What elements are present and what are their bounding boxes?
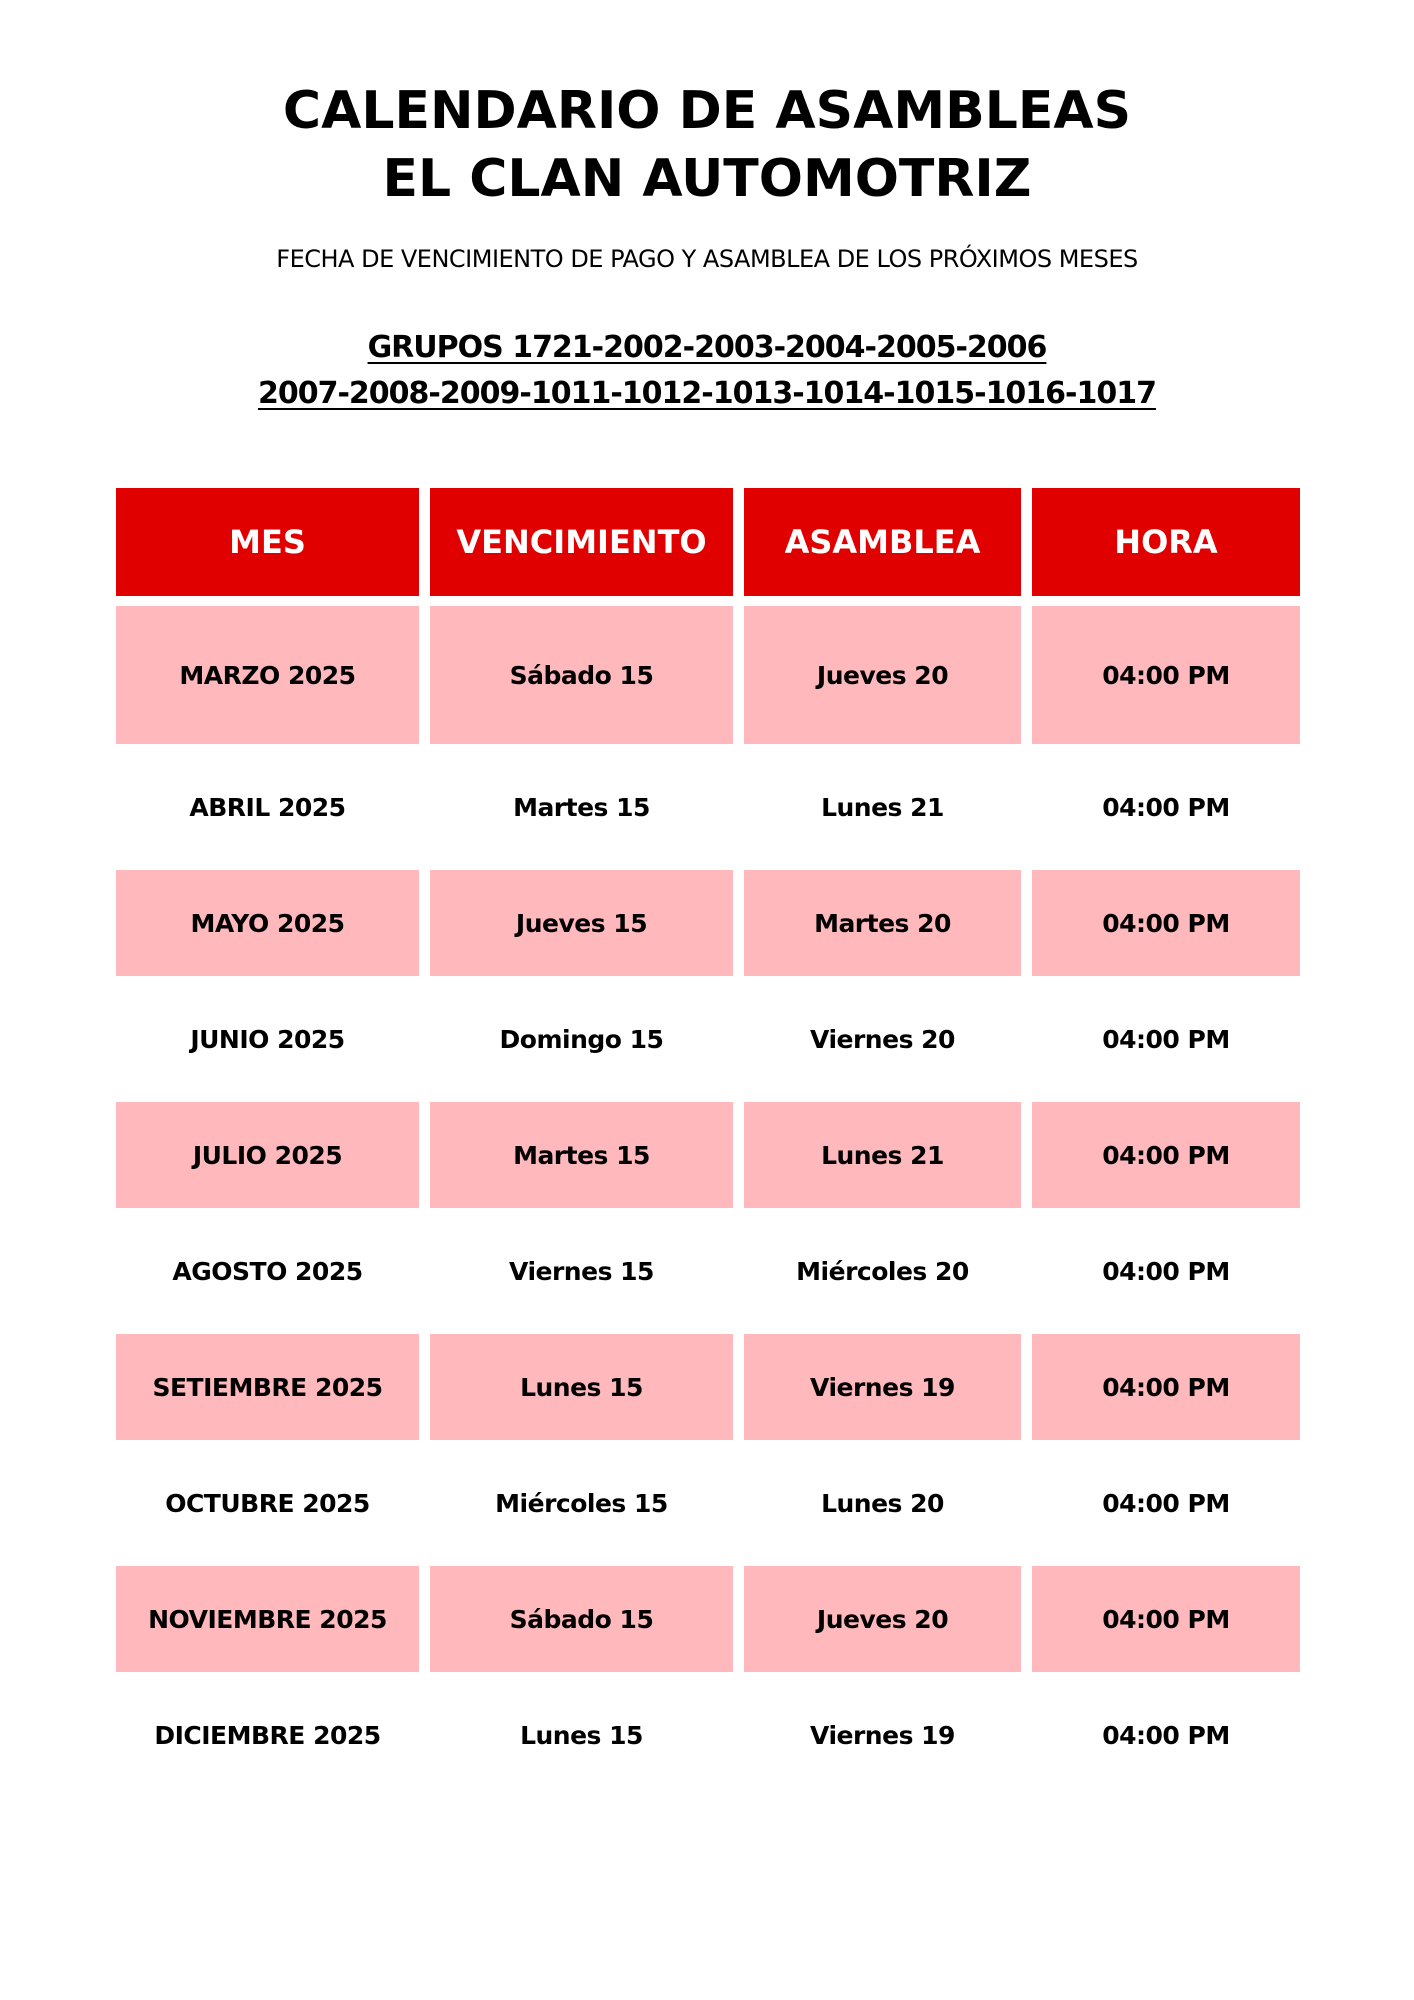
table-row <box>116 870 1300 976</box>
cell-vencimiento: Sábado 15 <box>430 1566 733 1672</box>
cell-hora: 04:00 PM <box>1032 754 1300 860</box>
cell-mes: DICIEMBRE 2025 <box>116 1682 419 1788</box>
cell-vencimiento: Viernes 15 <box>430 1218 733 1324</box>
table-header-row <box>116 488 1300 596</box>
table-row <box>116 1450 1300 1556</box>
header-hora: HORA <box>1032 488 1300 596</box>
table-row <box>116 1682 1300 1788</box>
table-row <box>116 1566 1300 1672</box>
cell-mes: MAYO 2025 <box>116 870 419 976</box>
cell-asamblea: Martes 20 <box>744 870 1021 976</box>
cell-hora: 04:00 PM <box>1032 1450 1300 1556</box>
header-asamblea: ASAMBLEA <box>744 488 1021 596</box>
cell-mes: AGOSTO 2025 <box>116 1218 419 1324</box>
cell-mes: JUNIO 2025 <box>116 986 419 1092</box>
cell-hora: 04:00 PM <box>1032 1102 1300 1208</box>
groups-line-1: GRUPOS 1721-2002-2003-2004-2005-2006 <box>367 330 1047 365</box>
cell-mes: NOVIEMBRE 2025 <box>116 1566 419 1672</box>
table-row <box>116 986 1300 1092</box>
table-row <box>116 1102 1300 1208</box>
cell-hora: 04:00 PM <box>1032 1566 1300 1672</box>
cell-hora: 04:00 PM <box>1032 986 1300 1092</box>
document-subtitle: FECHA DE VENCIMIENTO DE PAGO Y ASAMBLEA DE LOS PRÓXIMOS MESES <box>276 245 1138 273</box>
table-row <box>116 606 1300 744</box>
cell-asamblea: Lunes 21 <box>744 1102 1021 1208</box>
cell-asamblea: Jueves 20 <box>744 606 1021 744</box>
cell-hora: 04:00 PM <box>1032 1682 1300 1788</box>
cell-hora: 04:00 PM <box>1032 606 1300 744</box>
cell-asamblea: Miércoles 20 <box>744 1218 1021 1324</box>
cell-hora: 04:00 PM <box>1032 870 1300 976</box>
cell-vencimiento: Martes 15 <box>430 1102 733 1208</box>
cell-hora: 04:00 PM <box>1032 1218 1300 1324</box>
table-row <box>116 754 1300 860</box>
header-mes: MES <box>116 488 419 596</box>
cell-mes: JULIO 2025 <box>116 1102 419 1208</box>
cell-asamblea: Viernes 20 <box>744 986 1021 1092</box>
cell-hora: 04:00 PM <box>1032 1334 1300 1440</box>
header-vencimiento: VENCIMIENTO <box>430 488 733 596</box>
cell-vencimiento: Jueves 15 <box>430 870 733 976</box>
cell-asamblea: Jueves 20 <box>744 1566 1021 1672</box>
table-row <box>116 1334 1300 1440</box>
cell-asamblea: Viernes 19 <box>744 1334 1021 1440</box>
cell-mes: OCTUBRE 2025 <box>116 1450 419 1556</box>
cell-mes: MARZO 2025 <box>116 606 419 744</box>
cell-vencimiento: Domingo 15 <box>430 986 733 1092</box>
schedule-table <box>116 488 1300 1798</box>
cell-vencimiento: Martes 15 <box>430 754 733 860</box>
table-row <box>116 1218 1300 1324</box>
cell-mes: SETIEMBRE 2025 <box>116 1334 419 1440</box>
cell-vencimiento: Lunes 15 <box>430 1334 733 1440</box>
cell-asamblea: Lunes 20 <box>744 1450 1021 1556</box>
cell-vencimiento: Lunes 15 <box>430 1682 733 1788</box>
cell-asamblea: Viernes 19 <box>744 1682 1021 1788</box>
cell-mes: ABRIL 2025 <box>116 754 419 860</box>
cell-vencimiento: Sábado 15 <box>430 606 733 744</box>
document-title-line-2: EL CLAN AUTOMOTRIZ <box>382 149 1032 209</box>
cell-asamblea: Lunes 21 <box>744 754 1021 860</box>
document-title-line-1: CALENDARIO DE ASAMBLEAS <box>282 81 1132 141</box>
cell-vencimiento: Miércoles 15 <box>430 1450 733 1556</box>
groups-line-2: 2007-2008-2009-1011-1012-1013-1014-1015-1016-1017 <box>257 376 1157 411</box>
